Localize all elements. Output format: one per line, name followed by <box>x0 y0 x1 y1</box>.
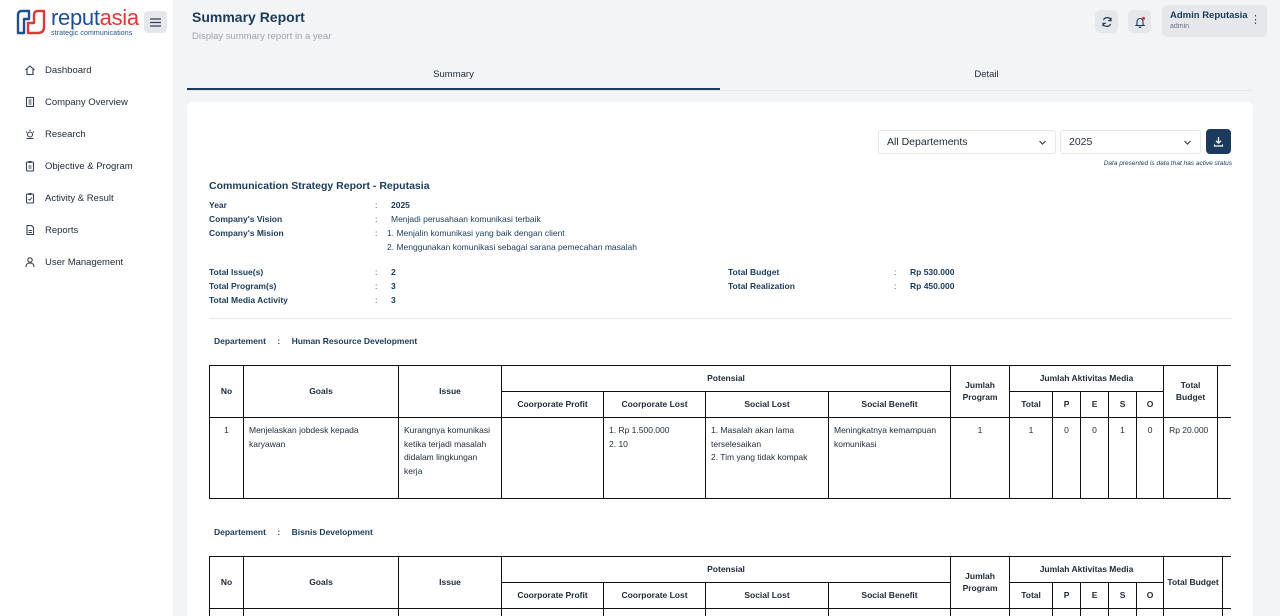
col-jumlah-program: Jumlah Program <box>951 557 1010 609</box>
col-corp-profit: Coorporate Profit <box>502 583 604 609</box>
col-s: S <box>1109 392 1137 418</box>
total-programs-value: 3 <box>391 281 396 291</box>
sidebar-nav <box>0 54 173 278</box>
report-totals-left: Total Issue(s) : 2 Total Program(s) : 3 Total Media Activity : 3 <box>209 267 396 305</box>
vision-label: Company's Vision <box>209 214 283 224</box>
total-issues-label: Total Issue(s) <box>209 267 264 277</box>
tables-area <box>187 102 1231 616</box>
sidebar-item-label: Activity & Result <box>45 192 114 204</box>
building-icon <box>24 96 36 108</box>
col-jumlah-program: Jumlah Program <box>951 366 1010 418</box>
refresh-button[interactable] <box>1095 10 1118 33</box>
col-corp-lost: Coorporate Lost <box>604 583 706 609</box>
more-vertical-icon[interactable]: ⋮ <box>1250 14 1261 26</box>
user-name: Admin Reputasia <box>1170 10 1248 21</box>
department-heading: Departement : Bisnis Development <box>214 527 373 537</box>
sidebar-item-activity-result[interactable] <box>0 182 173 214</box>
sidebar-item-objective-program[interactable] <box>0 150 173 182</box>
department-select-value: All Departements <box>887 136 968 148</box>
clipboard-check-icon <box>24 192 36 204</box>
table-row <box>210 609 1232 616</box>
col-jumlah-aktivitas: Jumlah Aktivitas Media <box>1010 557 1164 583</box>
refresh-icon <box>1101 16 1113 28</box>
report-table <box>209 556 1231 616</box>
col-more <box>1223 557 1231 609</box>
col-e: E <box>1081 583 1109 609</box>
sidebar-item-label: User Management <box>45 256 124 268</box>
mision-item: 1. Menjalin komunikasi yang baik dengan client <box>387 228 565 238</box>
department-name: Human Resource Development <box>291 336 418 346</box>
cell-goals: Menjelaskan jobdesk kepada karyawan <box>244 418 399 499</box>
col-social-benefit: Social Benefit <box>829 392 951 418</box>
page-subtitle: Display summary report in a year <box>192 31 332 42</box>
col-social-lost: Social Lost <box>706 392 829 418</box>
sidebar-item-company-overview[interactable] <box>0 86 173 118</box>
sidebar-item-reports[interactable] <box>0 214 173 246</box>
sidebar-item-label: Company Overview <box>45 96 128 108</box>
notification-button[interactable] <box>1128 10 1151 33</box>
user-role: admin <box>1170 23 1190 30</box>
col-total-budget: Total Budget <box>1164 366 1218 418</box>
col-e: E <box>1081 392 1109 418</box>
col-social-lost: Social Lost <box>706 583 829 609</box>
total-realization-label: Total Realization <box>728 281 795 291</box>
total-issues-value: 2 <box>391 267 396 277</box>
cell-jumlah-program: 1 <box>951 418 1010 499</box>
cell-total: 1 <box>1010 418 1053 499</box>
total-budget-label: Total Budget <box>728 267 780 277</box>
col-issue: Issue <box>399 366 502 418</box>
sidebar-item-label: Research <box>45 128 86 140</box>
brand-tagline: strategic communications <box>51 30 133 37</box>
page-title: Summary Report <box>192 9 305 25</box>
col-potensial: Potensial <box>502 557 951 583</box>
table-row <box>210 418 1232 499</box>
col-total-budget: Total Budget <box>1164 557 1223 609</box>
file-icon <box>24 224 36 236</box>
col-jumlah-aktivitas: Jumlah Aktivitas Media <box>1010 366 1164 392</box>
year-select-value: 2025 <box>1069 136 1093 148</box>
col-total: Total <box>1010 583 1053 609</box>
sidebar <box>0 0 173 616</box>
cell-corp-profit <box>502 418 604 499</box>
tab-bar <box>187 57 1253 91</box>
col-no: No <box>210 557 244 609</box>
col-total: Total <box>1010 392 1053 418</box>
department-heading: Departement : Human Resource Development <box>214 336 418 346</box>
department-name: Bisnis Development <box>291 527 373 537</box>
sidebar-item-label: Objective & Program <box>45 160 133 172</box>
total-programs-label: Total Program(s) <box>209 281 277 291</box>
col-no: No <box>210 366 244 418</box>
cell-social-lost: 1. Masalah akan lama terselesaikan 2. Tim yang tidak kompak <box>706 418 829 499</box>
tab-detail[interactable]: Detail <box>974 69 999 80</box>
col-s: S <box>1109 583 1137 609</box>
sidebar-item-dashboard[interactable] <box>0 54 173 86</box>
year-label: Year <box>209 200 227 210</box>
total-media-label: Total Media Activity <box>209 295 288 305</box>
col-more <box>1218 366 1231 418</box>
cell-social-benefit: Meningkatnya kemampuan komunikasi <box>829 418 951 499</box>
cell-s: 1 <box>1109 418 1137 499</box>
research-icon <box>24 128 36 140</box>
vision-value: Menjadi perusahaan komunikasi terbaik <box>391 214 541 224</box>
menu-toggle-button[interactable] <box>144 11 167 33</box>
brand-logo[interactable] <box>15 7 139 37</box>
report-table <box>209 365 1231 499</box>
cell-no: 1 <box>210 418 244 499</box>
cell-e: 0 <box>1081 418 1109 499</box>
report-title: Communication Strategy Report - Reputasia <box>209 180 430 192</box>
hamburger-icon <box>150 18 161 27</box>
mision-label: Company's Mision <box>209 228 284 238</box>
status-note: Data presented is data that has active status <box>1103 160 1232 167</box>
cell-issue: Kurangnya komunikasi ketika terjadi masalah didalam lingkungan kerja <box>399 418 502 499</box>
report-totals-right: Total Budget : Rp 530.000 Total Realization : Rp 450.000 <box>728 267 955 291</box>
report-card <box>187 102 1253 616</box>
cell-more <box>1218 418 1231 499</box>
report-info: Year : 2025 Company's Vision : Menjadi perusahaan komunikasi terbaik Company's Mision : 1. Menjalin komunikasi yang baik dengan client 2. Menggunakan komunikasi sebagai sarana pemecahan masalah <box>209 200 637 252</box>
total-realization-value: Rp 450.000 <box>910 281 955 291</box>
col-p: P <box>1053 392 1081 418</box>
col-o: O <box>1137 392 1164 418</box>
brand-name: reputasia <box>51 5 139 30</box>
col-goals: Goals <box>244 557 399 609</box>
user-icon <box>24 256 36 268</box>
col-social-benefit: Social Benefit <box>829 583 951 609</box>
col-p: P <box>1053 583 1081 609</box>
tab-summary[interactable]: Summary <box>187 57 720 90</box>
col-potensial: Potensial <box>502 366 951 392</box>
cell-total-budget: Rp 20.000 <box>1164 418 1218 499</box>
cell-corp-lost: 1. Rp 1.500.000 2. 10 <box>604 418 706 499</box>
sidebar-item-label: Dashboard <box>45 64 92 76</box>
mision-item: 2. Menggunakan komunikasi sebagai sarana pemecahan masalah <box>387 242 637 252</box>
sidebar-item-user-management[interactable] <box>0 246 173 278</box>
cell-o: 0 <box>1137 418 1164 499</box>
col-issue: Issue <box>399 557 502 609</box>
home-icon <box>24 64 36 76</box>
total-budget-value: Rp 530.000 <box>910 267 955 277</box>
total-media-value: 3 <box>391 295 396 305</box>
logo-mark-icon <box>15 7 47 37</box>
user-menu[interactable] <box>1162 5 1267 37</box>
sidebar-item-research[interactable] <box>0 118 173 150</box>
year-value: 2025 <box>391 200 410 210</box>
col-o: O <box>1137 583 1164 609</box>
col-corp-lost: Coorporate Lost <box>604 392 706 418</box>
col-corp-profit: Coorporate Profit <box>502 392 604 418</box>
cell-p: 0 <box>1053 418 1081 499</box>
col-goals: Goals <box>244 366 399 418</box>
sidebar-item-label: Reports <box>45 224 79 236</box>
bell-icon <box>1134 16 1146 28</box>
clipboard-icon <box>24 160 36 172</box>
